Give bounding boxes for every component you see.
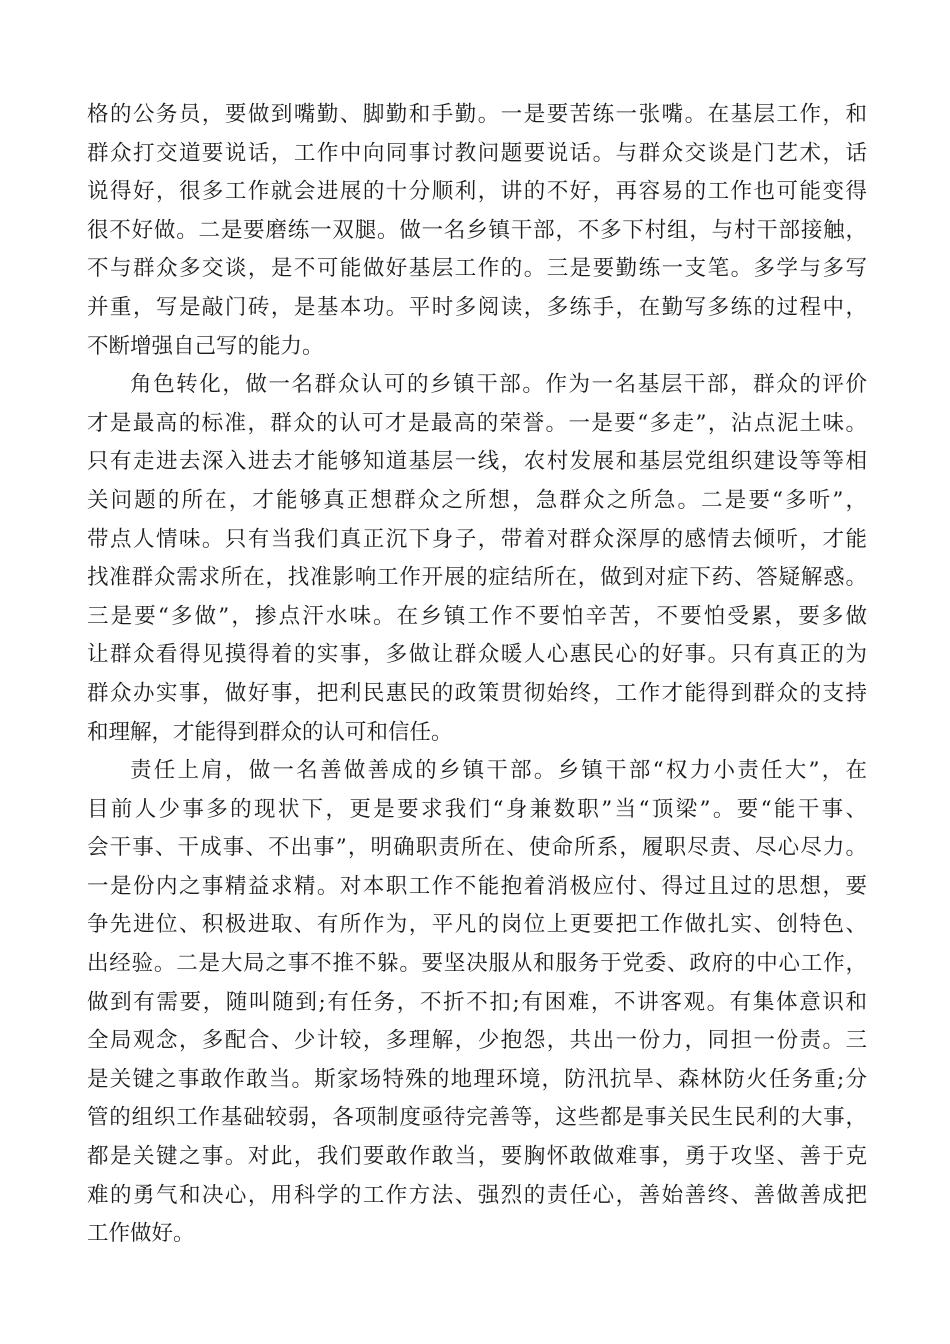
text-line: 很不好做。二是要磨练一双腿。做一名乡镇干部，不多下村组，与村干部接触， xyxy=(87,217,867,243)
text-line: 争先进位、积极进取、有所作为，平凡的岗位上更要把工作做扎实、创特色、 xyxy=(87,912,867,938)
text-line: 目前人少事多的现状下，更是要求我们“身兼数职”当“顶梁”。要“能干事、 xyxy=(87,796,867,822)
text-line: 角色转化，做一名群众认可的乡镇干部。作为一名基层干部，群众的评价 xyxy=(130,372,867,398)
text-line: 是关键之事敢作敢当。斯家场特殊的地理环境，防汛抗旱、森林防火任务重;分 xyxy=(87,1066,867,1092)
document-body-text xyxy=(87,96,867,1254)
text-line: 难的勇气和决心，用科学的工作方法、强烈的责任心，善始善终、善做善成把 xyxy=(87,1182,867,1208)
text-line: 关问题的所在，才能够真正想群众之所想，急群众之所急。二是要“多听”， xyxy=(87,487,867,513)
text-line: 和理解，才能得到群众的认可和信任。 xyxy=(87,719,453,745)
text-line: 会干事、干成事、不出事”，明确职责所在、使命所系，履职尽责、尽心尽力。 xyxy=(87,835,867,861)
text-line: 管的组织工作基础较弱，各项制度亟待完善等，这些都是事关民生民利的大事， xyxy=(87,1105,867,1131)
text-line: 工作做好。 xyxy=(87,1221,195,1247)
text-line: 带点人情味。只有当我们真正沉下身子，带着对群众深厚的感情去倾听，才能 xyxy=(87,526,867,552)
text-line: 出经验。二是大局之事不推不躲。要坚决服从和服务于党委、政府的中心工作， xyxy=(87,951,867,977)
text-line: 才是最高的标准，群众的认可才是最高的荣誉。一是要“多走”，沾点泥土味。 xyxy=(87,410,867,436)
text-line: 找准群众需求所在，找准影响工作开展的症结所在，做到对症下药、答疑解惑。 xyxy=(87,565,867,591)
text-line: 说得好，很多工作就会进展的十分顺利，讲的不好，再容易的工作也可能变得 xyxy=(87,179,867,205)
text-line: 格的公务员，要做到嘴勤、脚勤和手勤。一是要苦练一张嘴。在基层工作，和 xyxy=(87,102,867,127)
text-line: 责任上肩，做一名善做善成的乡镇干部。乡镇干部“权力小责任大”，在 xyxy=(130,758,867,784)
text-line: 只有走进去深入进去才能够知道基层一线，农村发展和基层党组织建设等等相 xyxy=(87,449,867,475)
text-line: 不与群众多交谈，是不可能做好基层工作的。三是要勤练一支笔。多学与多写 xyxy=(87,256,867,282)
text-line: 做到有需要，随叫随到;有任务，不折不扣;有困难，不讲客观。有集体意识和 xyxy=(87,989,867,1015)
text-line: 让群众看得见摸得着的实事，多做让群众暖人心惠民心的好事。只有真正的为 xyxy=(87,642,867,668)
text-line: 一是份内之事精益求精。对本职工作不能抱着消极应付、得过且过的思想，要 xyxy=(87,873,867,899)
text-line: 群众办实事，做好事，把利民惠民的政策贯彻始终，工作才能得到群众的支持 xyxy=(87,680,867,706)
text-line: 不断增强自己写的能力。 xyxy=(87,333,324,359)
text-line: 三是要“多做”，掺点汗水味。在乡镇工作不要怕辛苦，不要怕受累，要多做 xyxy=(87,603,867,629)
text-line: 都是关键之事。对此，我们要敢作敢当，要胸怀敢做难事，勇于攻坚、善于克 xyxy=(87,1144,867,1170)
text-line: 并重，写是敲门砖，是基本功。平时多阅读，多练手，在勤写多练的过程中， xyxy=(87,294,867,320)
text-line: 全局观念，多配合、少计较，多理解，少抱怨，共出一份力，同担一份责。三 xyxy=(87,1028,867,1054)
text-line: 群众打交道要说话，工作中向同事讨教问题要说话。与群众交谈是门艺术，话 xyxy=(87,140,867,166)
